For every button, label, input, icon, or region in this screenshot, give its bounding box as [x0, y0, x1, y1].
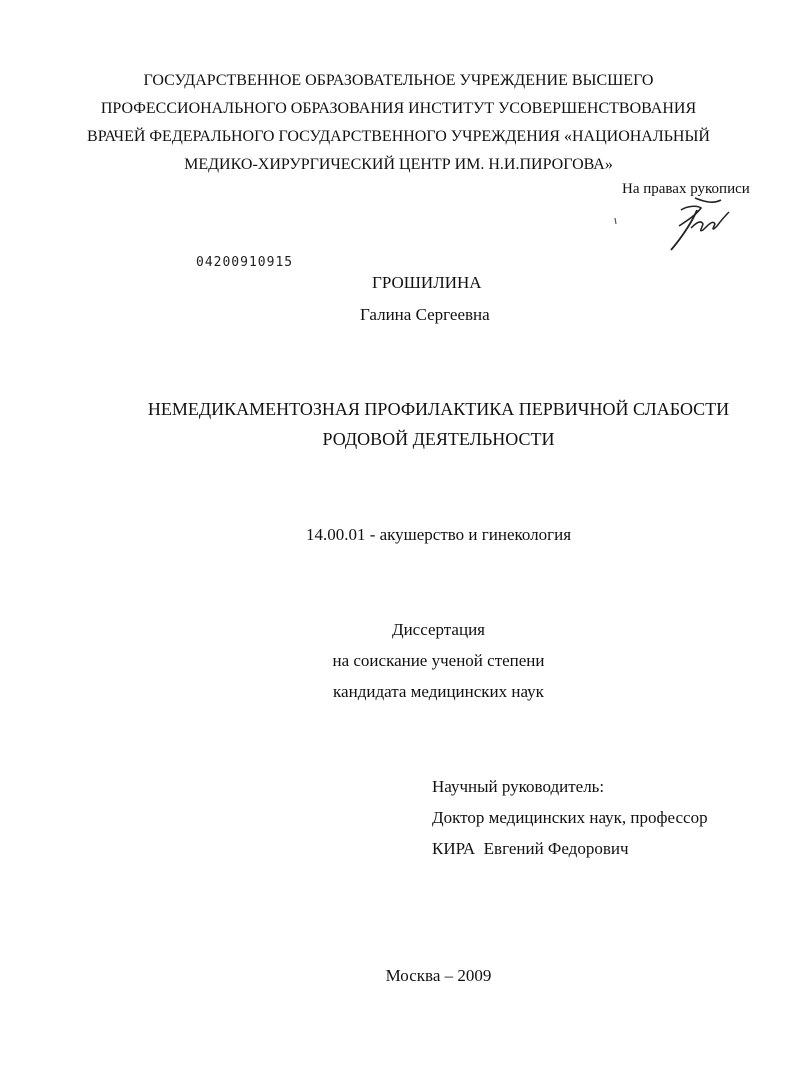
manuscript-note: На правах рукописи — [622, 181, 750, 197]
specialty-code: 14.00.01 - акушерство и гинекология — [305, 525, 572, 544]
institution-line-1: ГОСУДАРСТВЕННОЕ ОБРАЗОВАТЕЛЬНОЕ УЧРЕЖДЕНИЕ ВЫСШЕГО — [143, 72, 654, 89]
supervisor-name: КИРА Евгений Федорович — [432, 839, 629, 858]
institution-line-4: МЕДИКО-ХИРУРГИЧЕСКИЙ ЦЕНТР ИМ. Н.И.ПИРОГОВА» — [184, 156, 613, 173]
supervisor-title: Доктор медицинских наук, профессор — [432, 808, 708, 827]
institution-line-3: ВРАЧЕЙ ФЕДЕРАЛЬНОГО ГОСУДАРСТВЕННОГО УЧРЕЖДЕНИЯ «НАЦИОНАЛЬНЫЙ — [87, 128, 710, 145]
archive-stamp-number: 04200910915 — [196, 255, 294, 270]
signature-image — [605, 192, 735, 254]
degree-type: Диссертация — [391, 620, 485, 639]
thesis-title-line-2: РОДОВОЙ ДЕЯТЕЛЬНОСТИ — [322, 429, 555, 449]
degree-purpose: на соискание ученой степени — [332, 651, 545, 670]
thesis-title-line-1: НЕМЕДИКАМЕНТОЗНАЯ ПРОФИЛАКТИКА ПЕРВИЧНОЙ СЛАБОСТИ — [147, 399, 730, 419]
place-and-year: Москва – 2009 — [385, 966, 492, 985]
degree-field: кандидата медицинских наук — [333, 682, 544, 701]
institution-line-2: ПРОФЕССИОНАЛЬНОГО ОБРАЗОВАНИЯ ИНСТИТУТ УСОВЕРШЕНСТВОВАНИЯ — [100, 100, 697, 117]
author-given-names: Галина Сергеевна — [360, 305, 490, 324]
author-surname: ГРОШИЛИНА — [372, 273, 482, 292]
supervisor-label: Научный руководитель: — [432, 777, 605, 796]
